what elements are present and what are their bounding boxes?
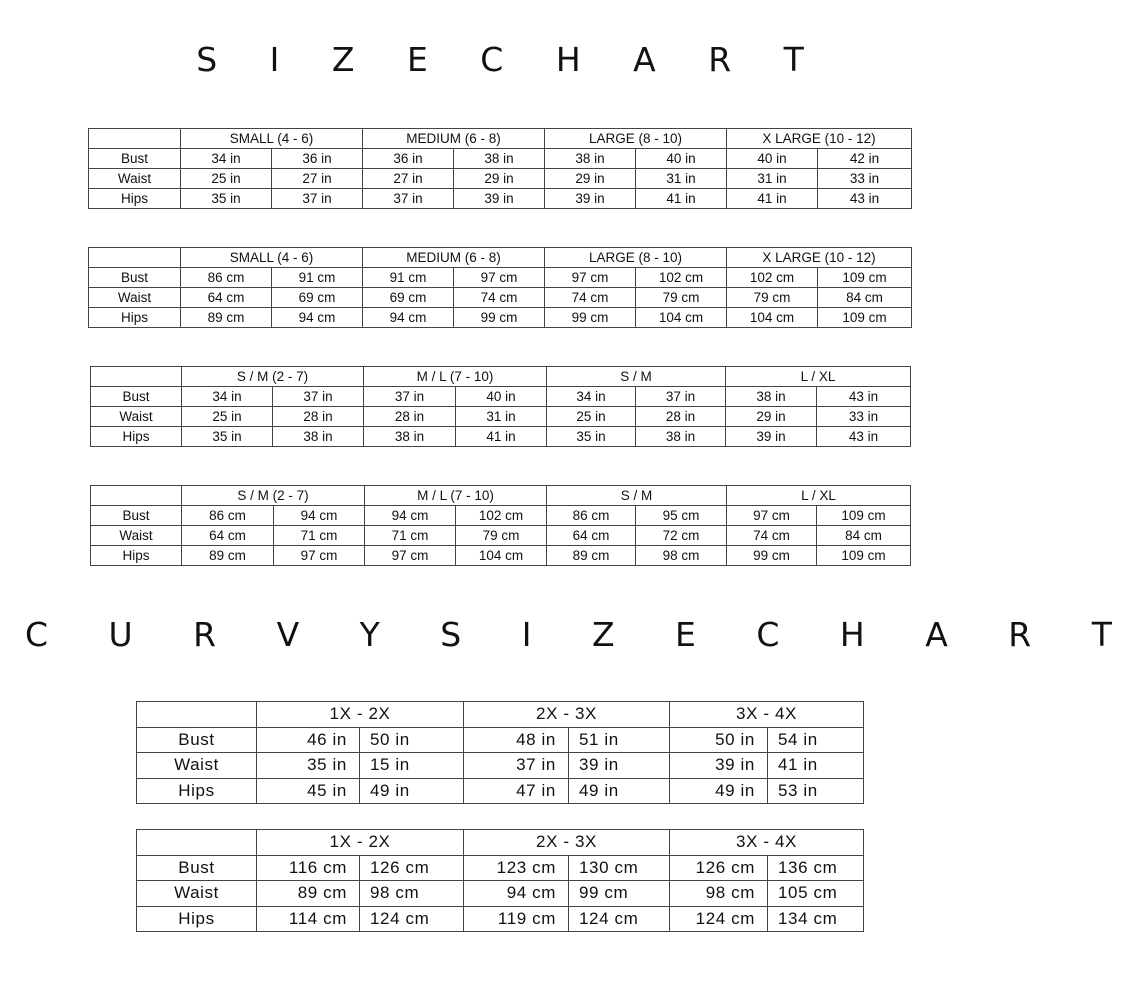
value-cell: 116 cm [257, 855, 360, 881]
value-cell: 38 in [545, 149, 636, 169]
value-cell: 43 in [817, 387, 911, 407]
value-cell: 102 cm [636, 268, 727, 288]
size-header: L / XL [726, 367, 911, 387]
value-cell: 94 cm [464, 881, 569, 907]
row-label: Bust [89, 149, 181, 169]
value-cell: 97 cm [727, 506, 817, 526]
value-cell: 25 in [182, 407, 273, 427]
size-header: 3X - 4X [670, 830, 864, 856]
value-cell: 69 cm [272, 288, 363, 308]
curvy-size-table-cm [136, 829, 864, 932]
value-cell: 136 cm [768, 855, 864, 881]
value-cell: 89 cm [257, 881, 360, 907]
value-cell: 37 in [273, 387, 364, 407]
row-label: Bust [89, 268, 181, 288]
size-table-inches [88, 128, 912, 209]
value-cell: 98 cm [636, 546, 727, 566]
value-cell: 40 in [636, 149, 727, 169]
value-cell: 28 in [273, 407, 364, 427]
value-cell: 42 in [818, 149, 912, 169]
table-header-row [89, 129, 912, 149]
size-header: 2X - 3X [464, 702, 670, 728]
value-cell: 64 cm [547, 526, 636, 546]
table-row [137, 778, 864, 804]
value-cell: 25 in [547, 407, 636, 427]
value-cell: 40 in [727, 149, 818, 169]
table-row [137, 881, 864, 907]
value-cell: 45 in [257, 778, 360, 804]
value-cell: 53 in [768, 778, 864, 804]
table-row [91, 506, 911, 526]
size-header: M / L (7 - 10) [364, 367, 547, 387]
value-cell: 50 in [670, 727, 768, 753]
value-cell: 94 cm [363, 308, 454, 328]
value-cell: 37 in [363, 189, 454, 209]
table-row [89, 308, 912, 328]
value-cell: 38 in [454, 149, 545, 169]
blank-header-cell [91, 367, 182, 387]
row-label: Hips [89, 308, 181, 328]
value-cell: 84 cm [818, 288, 912, 308]
value-cell: 35 in [181, 189, 272, 209]
size-table-inches-alt [90, 366, 911, 447]
value-cell: 109 cm [818, 308, 912, 328]
value-cell: 104 cm [456, 546, 547, 566]
value-cell: 99 cm [569, 881, 670, 907]
value-cell: 46 in [257, 727, 360, 753]
table-row [91, 526, 911, 546]
value-cell: 119 cm [464, 906, 569, 932]
value-cell: 34 in [181, 149, 272, 169]
size-header: SMALL (4 - 6) [181, 248, 363, 268]
blank-header-cell [137, 830, 257, 856]
size-header: SMALL (4 - 6) [181, 129, 363, 149]
value-cell: 37 in [364, 387, 456, 407]
value-cell: 31 in [636, 169, 727, 189]
value-cell: 134 cm [768, 906, 864, 932]
value-cell: 79 cm [636, 288, 727, 308]
table-row [137, 753, 864, 779]
row-label: Waist [91, 407, 182, 427]
value-cell: 38 in [726, 387, 817, 407]
size-header: 2X - 3X [464, 830, 670, 856]
row-label: Hips [89, 189, 181, 209]
value-cell: 109 cm [817, 506, 911, 526]
size-table-cm-alt [90, 485, 911, 566]
value-cell: 71 cm [365, 526, 456, 546]
value-cell: 86 cm [547, 506, 636, 526]
value-cell: 109 cm [817, 546, 911, 566]
value-cell: 104 cm [636, 308, 727, 328]
value-cell: 89 cm [181, 308, 272, 328]
blank-header-cell [89, 129, 181, 149]
value-cell: 64 cm [182, 526, 274, 546]
value-cell: 97 cm [545, 268, 636, 288]
value-cell: 34 in [182, 387, 273, 407]
table-row [91, 427, 911, 447]
value-cell: 124 cm [670, 906, 768, 932]
value-cell: 79 cm [456, 526, 547, 546]
size-header: M / L (7 - 10) [365, 486, 547, 506]
size-header: MEDIUM (6 - 8) [363, 248, 545, 268]
value-cell: 38 in [636, 427, 726, 447]
value-cell: 91 cm [272, 268, 363, 288]
value-cell: 98 cm [360, 881, 464, 907]
value-cell: 124 cm [569, 906, 670, 932]
value-cell: 27 in [363, 169, 454, 189]
size-header: S / M (2 - 7) [182, 367, 364, 387]
table-header-row [137, 702, 864, 728]
value-cell: 48 in [464, 727, 569, 753]
value-cell: 39 in [545, 189, 636, 209]
size-header: X LARGE (10 - 12) [727, 129, 912, 149]
size-header: S / M [547, 486, 727, 506]
value-cell: 50 in [360, 727, 464, 753]
value-cell: 37 in [464, 753, 569, 779]
value-cell: 47 in [464, 778, 569, 804]
curvy-size-chart-title: C U R V Y S I Z E C H A R T [25, 615, 1137, 654]
value-cell: 79 cm [727, 288, 818, 308]
blank-header-cell [89, 248, 181, 268]
size-header: S / M (2 - 7) [182, 486, 365, 506]
value-cell: 54 in [768, 727, 864, 753]
value-cell: 74 cm [727, 526, 817, 546]
value-cell: 39 in [569, 753, 670, 779]
size-table-cm [88, 247, 912, 328]
value-cell: 49 in [670, 778, 768, 804]
value-cell: 37 in [636, 387, 726, 407]
value-cell: 33 in [817, 407, 911, 427]
row-label: Waist [91, 526, 182, 546]
value-cell: 49 in [569, 778, 670, 804]
size-header: LARGE (8 - 10) [545, 248, 727, 268]
value-cell: 86 cm [181, 268, 272, 288]
value-cell: 94 cm [274, 506, 365, 526]
value-cell: 84 cm [817, 526, 911, 546]
value-cell: 89 cm [547, 546, 636, 566]
value-cell: 126 cm [360, 855, 464, 881]
value-cell: 41 in [727, 189, 818, 209]
value-cell: 97 cm [274, 546, 365, 566]
table-row [137, 855, 864, 881]
value-cell: 27 in [272, 169, 363, 189]
value-cell: 31 in [456, 407, 547, 427]
value-cell: 98 cm [670, 881, 768, 907]
value-cell: 94 cm [365, 506, 456, 526]
value-cell: 95 cm [636, 506, 727, 526]
value-cell: 86 cm [182, 506, 274, 526]
value-cell: 41 in [636, 189, 727, 209]
row-label: Waist [137, 753, 257, 779]
size-header: LARGE (8 - 10) [545, 129, 727, 149]
row-label: Hips [137, 906, 257, 932]
value-cell: 25 in [181, 169, 272, 189]
blank-header-cell [137, 702, 257, 728]
value-cell: 74 cm [545, 288, 636, 308]
table-header-row [91, 367, 911, 387]
value-cell: 97 cm [454, 268, 545, 288]
value-cell: 126 cm [670, 855, 768, 881]
value-cell: 41 in [456, 427, 547, 447]
value-cell: 99 cm [727, 546, 817, 566]
row-label: Waist [89, 169, 181, 189]
value-cell: 74 cm [454, 288, 545, 308]
value-cell: 38 in [364, 427, 456, 447]
value-cell: 43 in [817, 427, 911, 447]
blank-header-cell [91, 486, 182, 506]
value-cell: 28 in [364, 407, 456, 427]
value-cell: 38 in [273, 427, 364, 447]
table-row [89, 189, 912, 209]
value-cell: 114 cm [257, 906, 360, 932]
value-cell: 29 in [454, 169, 545, 189]
value-cell: 124 cm [360, 906, 464, 932]
row-label: Bust [91, 506, 182, 526]
value-cell: 71 cm [274, 526, 365, 546]
value-cell: 49 in [360, 778, 464, 804]
value-cell: 91 cm [363, 268, 454, 288]
value-cell: 104 cm [727, 308, 818, 328]
value-cell: 89 cm [182, 546, 274, 566]
value-cell: 130 cm [569, 855, 670, 881]
value-cell: 105 cm [768, 881, 864, 907]
curvy-size-table-inches [136, 701, 864, 804]
row-label: Bust [137, 855, 257, 881]
size-header: MEDIUM (6 - 8) [363, 129, 545, 149]
value-cell: 28 in [636, 407, 726, 427]
value-cell: 64 cm [181, 288, 272, 308]
table-row [91, 407, 911, 427]
table-row [89, 288, 912, 308]
value-cell: 35 in [257, 753, 360, 779]
value-cell: 39 in [670, 753, 768, 779]
table-row [91, 546, 911, 566]
value-cell: 123 cm [464, 855, 569, 881]
table-row [89, 268, 912, 288]
value-cell: 51 in [569, 727, 670, 753]
value-cell: 41 in [768, 753, 864, 779]
value-cell: 69 cm [363, 288, 454, 308]
size-header: 1X - 2X [257, 702, 464, 728]
row-label: Hips [137, 778, 257, 804]
table-row [137, 906, 864, 932]
value-cell: 102 cm [727, 268, 818, 288]
value-cell: 15 in [360, 753, 464, 779]
value-cell: 36 in [272, 149, 363, 169]
value-cell: 99 cm [545, 308, 636, 328]
value-cell: 39 in [726, 427, 817, 447]
value-cell: 43 in [818, 189, 912, 209]
table-row [89, 169, 912, 189]
value-cell: 109 cm [818, 268, 912, 288]
value-cell: 35 in [182, 427, 273, 447]
row-label: Hips [91, 546, 182, 566]
size-chart-title: S I Z E C H A R T [196, 40, 825, 79]
value-cell: 35 in [547, 427, 636, 447]
table-header-row [91, 486, 911, 506]
value-cell: 37 in [272, 189, 363, 209]
table-header-row [89, 248, 912, 268]
table-header-row [137, 830, 864, 856]
size-header: 1X - 2X [257, 830, 464, 856]
value-cell: 102 cm [456, 506, 547, 526]
value-cell: 34 in [547, 387, 636, 407]
value-cell: 33 in [818, 169, 912, 189]
value-cell: 39 in [454, 189, 545, 209]
value-cell: 94 cm [272, 308, 363, 328]
value-cell: 97 cm [365, 546, 456, 566]
value-cell: 29 in [545, 169, 636, 189]
table-row [89, 149, 912, 169]
value-cell: 72 cm [636, 526, 727, 546]
row-label: Hips [91, 427, 182, 447]
value-cell: 36 in [363, 149, 454, 169]
size-header: X LARGE (10 - 12) [727, 248, 912, 268]
value-cell: 40 in [456, 387, 547, 407]
row-label: Waist [89, 288, 181, 308]
value-cell: 99 cm [454, 308, 545, 328]
table-row [91, 387, 911, 407]
size-header: L / XL [727, 486, 911, 506]
row-label: Bust [137, 727, 257, 753]
row-label: Bust [91, 387, 182, 407]
size-header: 3X - 4X [670, 702, 864, 728]
row-label: Waist [137, 881, 257, 907]
value-cell: 29 in [726, 407, 817, 427]
value-cell: 31 in [727, 169, 818, 189]
table-row [137, 727, 864, 753]
size-header: S / M [547, 367, 726, 387]
